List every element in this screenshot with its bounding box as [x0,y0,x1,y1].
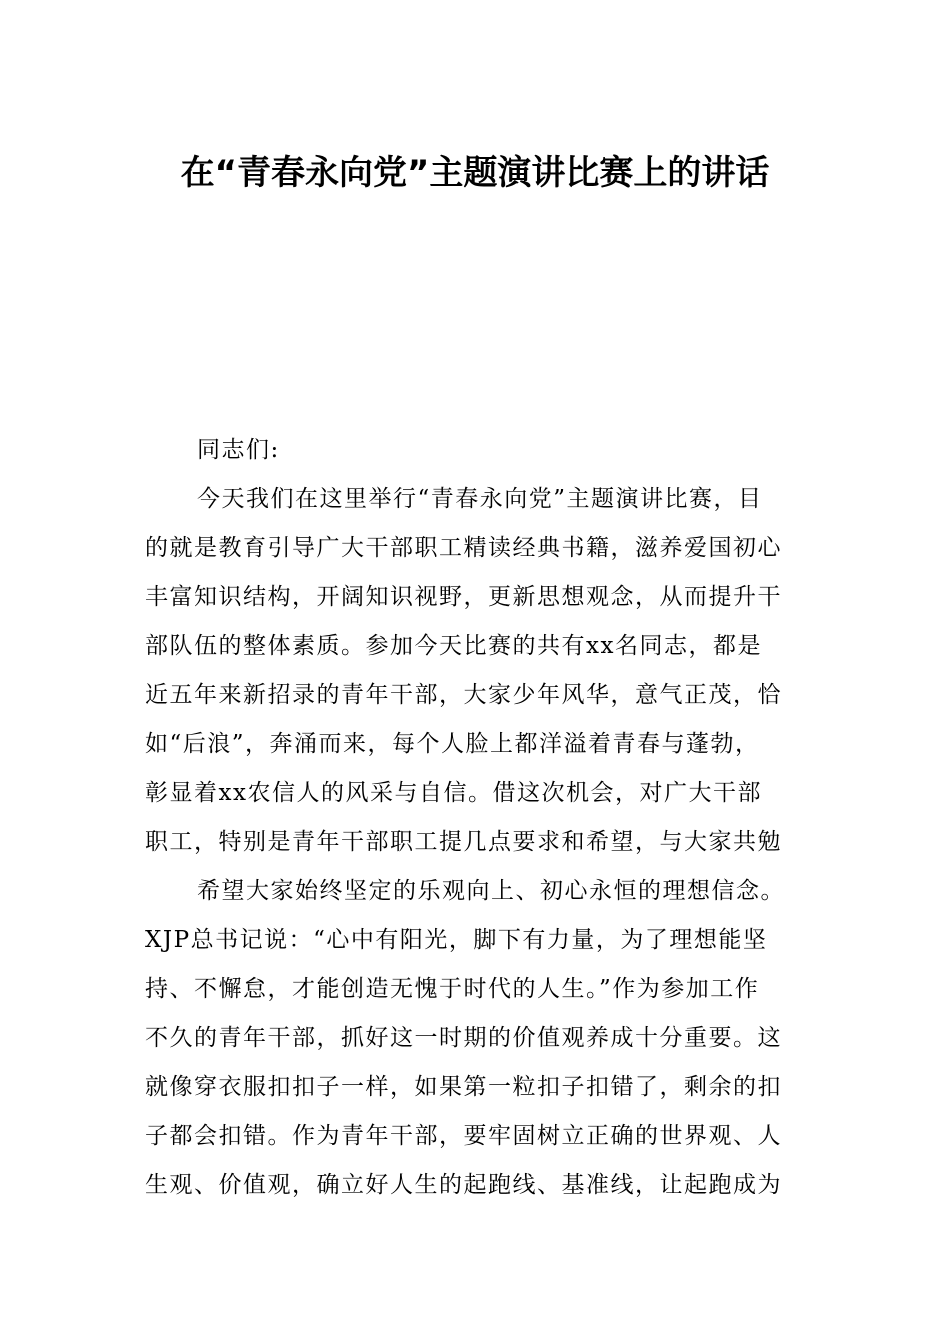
paragraph-line: 就像穿衣服扣扣子一样，如果第一粒扣子扣错了，剩余的扣 [145,1074,782,1100]
paragraph-line: 丰富知识结构，开阔知识视野，更新思想观念，从而提升干 [145,584,782,610]
paragraph-line: 不久的青年干部，抓好这一时期的价值观养成十分重要。这 [145,1025,782,1051]
paragraph-line: 子都会扣错。作为青年干部，要牢固树立正确的世界观、人 [145,1123,782,1149]
paragraph-line: 彰显着xx农信人的风采与自信。借这次机会，对广大干部 [145,780,762,806]
paragraph-1 [145,475,807,867]
paragraph-line: 部队伍的整体素质。参加今天比赛的共有xx名同志，都是 [145,633,762,659]
paragraph-line: 生观、价值观，确立好人生的起跑线、基准线，让起跑成为 [145,1172,782,1198]
paragraph-line: 的就是教育引导广大干部职工精读经典书籍，滋养爱国初心 [145,535,782,561]
document-title: 在“青春永向党”主题演讲比赛上的讲话 [180,153,770,193]
paragraph-line: 今天我们在这里举行“青春永向党”主题演讲比赛，目 [197,486,763,512]
paragraph-2 [145,867,807,1210]
paragraph-line: 职工，特别是青年干部职工提几点要求和希望，与大家共勉 [145,829,782,855]
paragraph-line: 持、不懈怠，才能创造无愧于时代的人生。”作为参加工作 [145,976,760,1002]
paragraph-line: 如“后浪”，奔涌而来，每个人脸上都洋溢着青春与蓬勃， [145,731,760,757]
salutation: 同志们: [197,437,280,463]
document-body [145,426,807,1210]
paragraph-line: 近五年来新招录的青年干部，大家少年风华，意气正茂，恰 [145,682,782,708]
paragraph-line: 希望大家始终坚定的乐观向上、初心永恒的理想信念。 [197,878,785,904]
paragraph-line: XJP总书记说：“心中有阳光，脚下有力量，为了理想能坚 [145,927,768,953]
